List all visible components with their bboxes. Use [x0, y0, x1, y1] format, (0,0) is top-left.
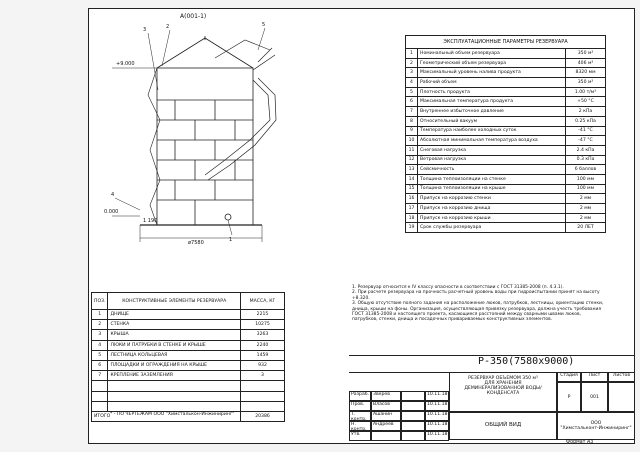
params-row: [406, 116, 606, 126]
param-value: 6 баллов: [566, 165, 606, 175]
signer-name: [371, 431, 401, 441]
designation: Р-350(7580х9000): [478, 356, 575, 367]
param-label: Толщина теплоизоляции на стенке: [418, 174, 566, 184]
param-num: 1: [406, 49, 418, 59]
param-value: 2.4 кПа: [566, 145, 606, 155]
diameter-dim: ø7580: [188, 240, 204, 246]
element-mass: 10275: [241, 320, 285, 330]
params-row: [406, 155, 606, 165]
stage-label: Стадия: [557, 372, 581, 382]
params-row: [406, 174, 606, 184]
param-value: 2 кПа: [566, 107, 606, 117]
param-label: Геометрический объем резервуара: [418, 58, 566, 68]
title-cell: [449, 372, 557, 412]
params-row: [406, 58, 606, 68]
callout-4: 4: [111, 192, 115, 198]
company: [557, 412, 635, 440]
param-value: 100 мм: [566, 184, 606, 194]
elements-footnote: * - ПО ЧЕРТЕЖАМ ООО "Химсталькон-Инжиниринг": [110, 412, 235, 417]
param-label: Плотность продукта: [418, 87, 566, 97]
signer-role: Разраб.: [349, 391, 371, 401]
signer-date: 10.11.18: [425, 431, 449, 441]
param-num: 5: [406, 87, 418, 97]
params-row: [406, 204, 606, 214]
params-row: [406, 68, 606, 78]
params-row: [406, 97, 606, 107]
params-row: [406, 126, 606, 136]
element-row: [92, 330, 285, 340]
param-label: Припуск на коррозию крыши: [418, 213, 566, 223]
note-1: 1. Резервуар относится к IV классу опасности в соответствии с ГОСТ 31385-2008 (п. 4.3.1).: [352, 285, 564, 290]
element-mass: 2215: [241, 310, 285, 320]
sheet-label: Лист: [581, 372, 608, 382]
sheet-format: Формат А3: [566, 440, 594, 445]
param-label: Номинальный объем резервуара: [418, 49, 566, 59]
param-num: 18: [406, 213, 418, 223]
param-num: 12: [406, 155, 418, 165]
element-pos: 3: [92, 330, 108, 340]
title-block: [349, 355, 635, 445]
param-num: 9: [406, 126, 418, 136]
element-row: [92, 350, 285, 360]
params-table: [405, 35, 606, 233]
param-value: 20 ЛЕТ: [566, 223, 606, 233]
param-num: 19: [406, 223, 418, 233]
top-elevation: +9.000: [116, 61, 135, 67]
element-mass: 3263: [241, 330, 285, 340]
header-elements: КОНСТРУКТИВНЫЕ ЭЛЕМЕНТЫ РЕЗЕРВУАРА: [108, 293, 241, 310]
signer-date: 10.11.18: [425, 421, 449, 431]
param-label: Температура наиболее холодных суток: [418, 126, 566, 136]
param-label: Максимальный уровень налива продукта: [418, 68, 566, 78]
signer-date: 10.11.18: [425, 401, 449, 411]
param-value: 100 мм: [566, 174, 606, 184]
param-num: 7: [406, 107, 418, 117]
params-row: [406, 213, 606, 223]
element-label: КРЕПЛЕНИЕ ЗАЗЕМЛЕНИЯ: [108, 371, 241, 381]
signer-name: Андреев: [371, 421, 401, 431]
param-label: Припуск на коррозию днища: [418, 204, 566, 214]
sheet-value: 001: [581, 382, 608, 412]
signer-role: Т. контр.: [349, 411, 371, 421]
element-label: ЛЕСТНИЦА КОЛЬЦЕВАЯ: [108, 350, 241, 360]
signer-role: Н. контр.: [349, 421, 371, 431]
param-label: Снеговая нагрузка: [418, 145, 566, 155]
params-row: [406, 87, 606, 97]
param-value: 1.00 т/м³: [566, 87, 606, 97]
param-num: 8: [406, 116, 418, 126]
params-row: [406, 184, 606, 194]
element-label: СТЕНКА: [108, 320, 241, 330]
element-pos: 7: [92, 371, 108, 381]
params-row: [406, 49, 606, 59]
element-label: КРЫША: [108, 330, 241, 340]
notes: [352, 285, 606, 323]
param-value: 0.3 кПа: [566, 155, 606, 165]
param-num: 14: [406, 174, 418, 184]
param-num: 3: [406, 68, 418, 78]
sheets-label: Листов: [608, 372, 635, 382]
element-label: ПЛОЩАДКИ И ОГРАЖДЕНИЯ НА КРЫШЕ: [108, 360, 241, 370]
element-row: [92, 320, 285, 330]
param-label: Толщина теплоизоляции на крыше: [418, 184, 566, 194]
params-row: [406, 136, 606, 146]
signer-signature: [401, 431, 425, 441]
params-title: ЭКСПЛУАТАЦИОННЫЕ ПАРАМЕТРЫ РЕЗЕРВУАРА: [406, 36, 606, 49]
param-value: -47 °С: [566, 136, 606, 146]
param-num: 15: [406, 184, 418, 194]
param-label: Ветровая нагрузка: [418, 155, 566, 165]
param-num: 2: [406, 58, 418, 68]
param-label: Относительный вакуум: [418, 116, 566, 126]
param-value: +50 °С: [566, 97, 606, 107]
signer-role: Утв.: [349, 431, 371, 441]
callout-2: 2: [166, 24, 170, 30]
title-line-1: РЕЗЕРВУАР ОБЪЕМОМ 350 м³: [468, 376, 538, 381]
param-label: Внутреннее избыточное давление: [418, 107, 566, 117]
signer-signature: [401, 391, 425, 401]
bottom-elevation: 0.000: [104, 209, 119, 215]
signer-signature: [401, 401, 425, 411]
element-mass: 2240: [241, 340, 285, 350]
param-num: 11: [406, 145, 418, 155]
element-mass: 3: [241, 371, 285, 381]
params-row: [406, 165, 606, 175]
params-row: [406, 107, 606, 117]
param-label: Максимальная температура продукта: [418, 97, 566, 107]
param-num: 10: [406, 136, 418, 146]
param-num: 6: [406, 97, 418, 107]
param-num: 4: [406, 78, 418, 88]
param-num: 17: [406, 204, 418, 214]
element-label: ЛЮКИ И ПАТРУБКИ В СТЕНКЕ И КРЫШЕ: [108, 340, 241, 350]
param-label: Сейсмичность: [418, 165, 566, 175]
offset-dim: 1 190: [143, 218, 158, 224]
total-value: 20386: [241, 411, 285, 421]
callout-1: 1: [229, 237, 233, 243]
param-value: 0.25 кПа: [566, 116, 606, 126]
param-value: 2 мм: [566, 204, 606, 214]
param-label: Припуск на коррозию стенки: [418, 194, 566, 204]
title-line-2: ДЛЯ ХРАНЕНИЯ: [484, 381, 522, 386]
params-row: [406, 223, 606, 233]
element-pos: 5: [92, 350, 108, 360]
signer-signature: [401, 421, 425, 431]
element-row: [92, 360, 285, 370]
param-value: 350 м³: [566, 49, 606, 59]
sheet-title: ОБЩИЙ ВИД: [449, 412, 557, 440]
param-value: 406 м³: [566, 58, 606, 68]
header-pos: ПОЗ.: [92, 293, 108, 310]
title-line-3: ДЕМИНЕРАЛИЗОВАННОЙ ВОДЫ/КОНДЕНСАТА: [464, 386, 542, 396]
params-row: [406, 145, 606, 155]
note-2: 2. При расчете резервуара на прочность расчетный уровень воды при гидроиспытании принят на высоту +8.320.: [352, 290, 600, 301]
signer-signature: [401, 411, 425, 421]
header-mass: МАССА, КГ: [241, 293, 285, 310]
element-row: [92, 340, 285, 350]
element-mass: 932: [241, 360, 285, 370]
stage-value: Р: [557, 382, 581, 412]
element-row: [92, 371, 285, 381]
param-num: 13: [406, 165, 418, 175]
param-label: Срок службы резервуара: [418, 223, 566, 233]
note-3: 3. Общую отсутствие полного задания на расположение люков, патрубков, лестницы, ориентацию стенки, днища, крыши на фоны. Организация, осуществляющая привязку резервуара, должна учесть требования ГОСТ 31385-2008 и настоящего проекта, касающиеся расстояний между сварными швами люков, патрубков, стенки, днища и посадочных привариваемых конструктивных элементов.: [352, 301, 604, 323]
param-num: 16: [406, 194, 418, 204]
signer-date: 10.11.18: [425, 391, 449, 401]
param-label: Рабочий объем: [418, 78, 566, 88]
element-label: ДНИЩЕ: [108, 310, 241, 320]
elements-table: [91, 292, 285, 422]
param-value: -41 °С: [566, 126, 606, 136]
signer-name: Ашанин: [371, 411, 401, 421]
signer-name: Зверев: [371, 391, 401, 401]
company-line-2: "Химстальконт-Инжиниринг": [560, 426, 632, 431]
element-pos: 1: [92, 310, 108, 320]
param-value: 350 м³: [566, 78, 606, 88]
param-value: 2 мм: [566, 194, 606, 204]
element-pos: 6: [92, 360, 108, 370]
company-line-1: ООО: [590, 421, 602, 426]
param-label: Абсолютная минимальная температура воздуха: [418, 136, 566, 146]
param-value: 8320 мм: [566, 68, 606, 78]
element-row: [92, 310, 285, 320]
param-value: 2 мм: [566, 213, 606, 223]
callout-3: 3: [143, 27, 147, 33]
element-pos: 4: [92, 340, 108, 350]
total-label: ИТОГО: [92, 411, 241, 421]
signer-name: Власов: [371, 401, 401, 411]
element-mass: 1459: [241, 350, 285, 360]
view-label: A(001-1): [180, 13, 207, 20]
params-row: [406, 78, 606, 88]
callout-5: 5: [262, 22, 266, 28]
params-row: [406, 194, 606, 204]
element-pos: 2: [92, 320, 108, 330]
signer-date: 10.11.18: [425, 411, 449, 421]
signer-role: Пров.: [349, 401, 371, 411]
